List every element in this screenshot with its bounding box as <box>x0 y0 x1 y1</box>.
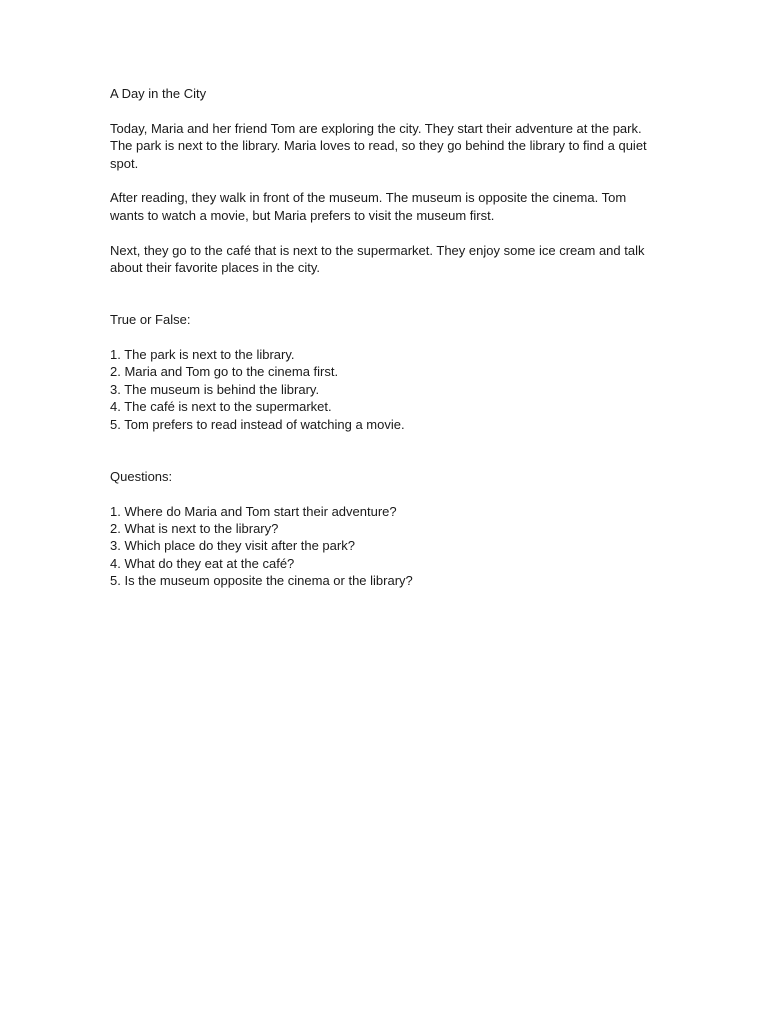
list-item: 2. What is next to the library? <box>110 521 279 537</box>
spacer <box>110 276 658 311</box>
spacer <box>110 172 658 189</box>
list-item: 5. Is the museum opposite the cinema or the library? <box>110 573 413 589</box>
list-item: 4. The café is next to the supermarket. <box>110 399 332 415</box>
document-body <box>110 85 658 590</box>
list-item: 2. Maria and Tom go to the cinema first. <box>110 364 339 380</box>
spacer <box>110 329 658 346</box>
questions-list <box>110 503 658 590</box>
questions-heading: Questions: <box>110 468 173 484</box>
list-item: 1. Where do Maria and Tom start their adventure? <box>110 503 397 519</box>
list-item: 1. The park is next to the library. <box>110 347 295 363</box>
list-item: 3. The museum is behind the library. <box>110 381 320 397</box>
list-item: 5. Tom prefers to read instead of watching a movie. <box>110 416 405 432</box>
list-item: 4. What do they eat at the café? <box>110 555 295 571</box>
spacer <box>110 224 658 241</box>
true-false-list <box>110 346 658 433</box>
story-paragraph-3: Next, they go to the café that is next to the supermarket. They enjoy some ice cream and talk about their favorite places in the city. <box>110 242 645 276</box>
true-false-heading: True or False: <box>110 312 191 328</box>
story-paragraph-2: After reading, they walk in front of the museum. The museum is opposite the cinema. Tom wants to watch a movie, but Maria prefers to visit the museum first. <box>110 190 627 223</box>
spacer <box>110 433 658 468</box>
spacer <box>110 102 658 119</box>
list-item: 3. Which place do they visit after the park? <box>110 538 355 554</box>
story-paragraph-1: Today, Maria and her friend Tom are exploring the city. They start their adventure at the park. The park is next to the library. Maria loves to read, so they go behind the library to find a quiet spot. <box>110 120 647 171</box>
document-title: A Day in the City <box>110 86 207 101</box>
spacer <box>110 485 658 502</box>
